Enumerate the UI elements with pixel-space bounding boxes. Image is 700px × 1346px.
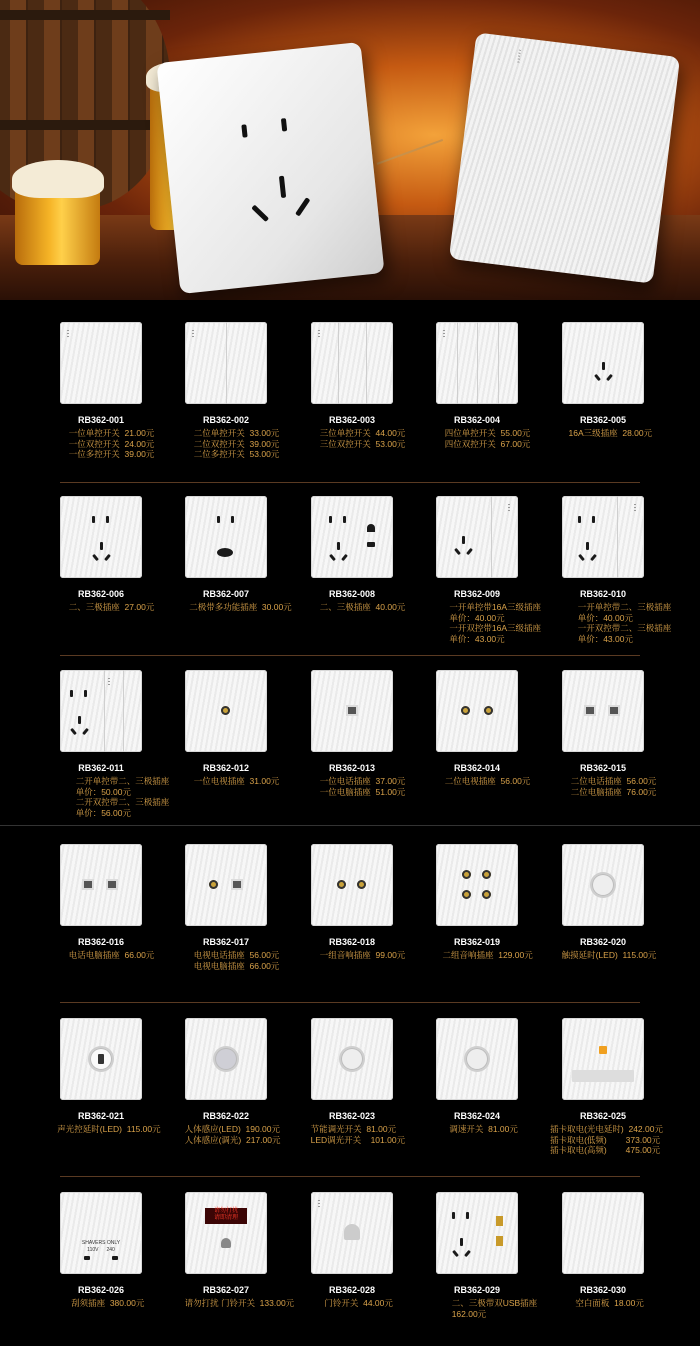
socket-hole (367, 542, 375, 547)
price-line: 二组音响插座 129.00元 (442, 950, 533, 960)
product-panel (185, 496, 267, 578)
product-code: RB362-011 (78, 763, 124, 773)
socket-hole (592, 516, 595, 523)
socket-hole (217, 548, 233, 557)
speaker-terminal (482, 870, 491, 879)
switch-divider (457, 322, 458, 404)
product-panel (60, 844, 142, 926)
socket-hole (70, 690, 73, 697)
product-code: RB362-023 (328, 1111, 376, 1121)
socket-hole (466, 548, 473, 555)
product-code: RB362-027 (202, 1285, 250, 1295)
price-line: 电话电脑插座 66.00元 (68, 950, 155, 960)
computer-port (608, 705, 620, 716)
socket-hole (217, 516, 220, 523)
sensor-bars (98, 1054, 104, 1064)
price-line: 二位电视插座 56.00元 (444, 776, 531, 786)
price-line: 一开单控带16A三级插座 (449, 602, 542, 612)
product-panel (436, 1018, 518, 1100)
product-panel (311, 1018, 393, 1100)
price-line: 一位电话插座 37.00元 (319, 776, 406, 786)
socket-hole (106, 516, 109, 523)
product-code: RB362-018 (328, 937, 376, 947)
wheat-decoration (377, 139, 454, 193)
product-panel (562, 670, 644, 752)
price-line: 人体感应(调光) 217.00元 (184, 1134, 281, 1145)
bell-icon (344, 1224, 360, 1240)
product-panel (311, 322, 393, 404)
product-code: RB362-014 (453, 763, 501, 773)
usb-port (496, 1216, 503, 1226)
hero-socket-panel (156, 42, 384, 294)
product-code: RB362-030 (579, 1285, 627, 1295)
socket-hole (594, 374, 601, 381)
product-code: RB362-025 (579, 1111, 627, 1121)
product-panel (562, 1192, 644, 1274)
indicator-dots (443, 330, 445, 338)
product-code: RB362-029 (453, 1285, 501, 1295)
price-line: 插卡取电(高频) 475.00元 (550, 1145, 661, 1155)
product-code: RB362-015 (579, 763, 627, 773)
product-code: RB362-016 (77, 937, 125, 947)
product-panel (60, 670, 142, 752)
price-line: 二、三极插座 27.00元 (68, 602, 155, 612)
product-code: RB362-001 (77, 415, 125, 425)
price-line: 二开双控带二、三极插座 (75, 797, 170, 807)
product-code: RB362-019 (453, 937, 501, 947)
speaker-terminal (462, 870, 471, 879)
price-line: 调速开关 81.00元 (449, 1124, 518, 1134)
product-price-lines (571, 776, 700, 797)
dnd-indicator (205, 1208, 247, 1224)
product-code: RB362-013 (328, 763, 376, 773)
price-line: 二、三极带双USB插座 (451, 1298, 538, 1308)
price-line: 刮须插座 380.00元 (71, 1298, 145, 1308)
price-line: 插卡取电(低频) 373.00元 (550, 1134, 661, 1145)
product-panel (60, 496, 142, 578)
product-price-lines (550, 1124, 700, 1156)
product-panel (562, 844, 644, 926)
product-panel (185, 844, 267, 926)
product-price-lines (311, 1124, 461, 1145)
price-line: 电视电话插座 56.00元 (193, 950, 280, 960)
volts-110: 110V (87, 1247, 99, 1253)
computer-port (106, 879, 118, 890)
row-divider (60, 482, 640, 483)
product-code: RB362-021 (77, 1111, 125, 1121)
speaker-terminal (357, 880, 366, 889)
dnd-line2: 请即清理 (213, 1215, 238, 1221)
product-code: RB362-012 (202, 763, 250, 773)
product-panel (60, 322, 142, 404)
product-panel (562, 322, 644, 404)
socket-hole (602, 362, 605, 370)
tv-port (484, 706, 493, 715)
indicator-dots (67, 330, 69, 338)
switch-divider (477, 322, 478, 404)
product-panel (311, 844, 393, 926)
speaker-terminal (337, 880, 346, 889)
row-divider (60, 1002, 640, 1003)
indicator-dots (634, 504, 636, 512)
socket-hole (104, 554, 111, 561)
product-panel (311, 496, 393, 578)
row-divider (60, 655, 640, 656)
product-panel (562, 1018, 644, 1100)
price-line: 单价：56.00元 (75, 807, 131, 818)
product-panel (436, 670, 518, 752)
card-slot (572, 1070, 634, 1082)
price-line: 人体感应(LED) 190.00元 (184, 1124, 281, 1134)
price-line: 一位电视插座 31.00元 (193, 776, 280, 786)
phone-port (231, 879, 243, 890)
socket-hole (84, 690, 87, 697)
switch-divider (338, 322, 339, 404)
indicator-dots (318, 330, 320, 338)
product-price-lines (575, 1298, 700, 1309)
product-price-lines (569, 428, 700, 439)
touch-button (592, 874, 614, 896)
dimmer-knob (341, 1048, 363, 1070)
socket-hole (578, 554, 585, 561)
product-price-lines (185, 1298, 335, 1309)
socket-hole (462, 536, 465, 544)
price-line: 请勿打扰 门铃开关 133.00元 (184, 1298, 295, 1308)
product-code: RB362-026 (77, 1285, 125, 1295)
row-divider (60, 1176, 640, 1177)
price-line: 二位双控开关 39.00元 (193, 438, 280, 449)
price-line: 空白面板 18.00元 (575, 1298, 644, 1308)
product-code: RB362-020 (579, 937, 627, 947)
speaker-terminal (462, 890, 471, 899)
price-line: 162.00元 (451, 1308, 487, 1319)
shaver-hole (112, 1256, 118, 1260)
product-code: RB362-004 (453, 415, 501, 425)
price-line: 触摸延时(LED) 115.00元 (561, 950, 657, 960)
product-price-lines (578, 602, 700, 644)
switch-divider (498, 322, 499, 404)
product-panel (436, 1192, 518, 1274)
socket-hole (78, 716, 81, 724)
tv-port (221, 706, 230, 715)
price-line: 一开单控带二、三极插座 (577, 602, 672, 612)
socket-hole (100, 542, 103, 550)
product-code: RB362-002 (202, 415, 250, 425)
shaver-label: SHAVERS ONLY (81, 1240, 121, 1246)
socket-hole (337, 542, 340, 550)
indicator-dots (108, 678, 110, 686)
indicator-dots (192, 330, 194, 338)
socket-hole (590, 554, 597, 561)
product-panel (436, 322, 518, 404)
sound-light-sensor (90, 1048, 112, 1070)
product-price-lines (562, 950, 700, 961)
indicator-dots (318, 1200, 320, 1208)
product-code: RB362-010 (579, 589, 627, 599)
product-panel (60, 1192, 142, 1274)
socket-hole (231, 516, 234, 523)
switch-divider (617, 496, 618, 578)
socket-hole (452, 1212, 455, 1219)
socket-hole (70, 728, 77, 735)
price-line: 二极带多功能插座 30.00元 (189, 602, 292, 612)
socket-hole (92, 554, 99, 561)
product-code: RB362-008 (328, 589, 376, 599)
bell-icon (221, 1238, 231, 1248)
price-line: 一组音响插座 99.00元 (319, 950, 406, 960)
price-line: 一开双控带二、三极插座 (577, 623, 672, 633)
product-code: RB362-007 (202, 589, 250, 599)
product-code: RB362-017 (202, 937, 250, 947)
price-line: 16A三级插座 28.00元 (568, 428, 653, 438)
socket-hole (82, 728, 89, 735)
product-panel (311, 670, 393, 752)
socket-hole (586, 542, 589, 550)
switch-divider (491, 496, 492, 578)
price-line: 二位单控开关 33.00元 (193, 428, 280, 438)
arrow-icon (599, 1046, 607, 1054)
product-panel (185, 670, 267, 752)
socket-hole (454, 548, 461, 555)
tv-port (461, 706, 470, 715)
dnd-line1: 请勿打扰 (213, 1208, 238, 1214)
price-line: 电视电脑插座 66.00元 (193, 960, 280, 971)
product-panel (311, 1192, 393, 1274)
shaver-hole (84, 1256, 90, 1260)
price-line: 二位电话插座 56.00元 (570, 776, 657, 786)
socket-hole (464, 1250, 471, 1257)
price-line: 一位双控开关 24.00元 (68, 438, 155, 449)
fan-speed-knob (466, 1048, 488, 1070)
price-line: 二开单控带二、三极插座 (75, 776, 170, 786)
product-code: RB362-009 (453, 589, 501, 599)
switch-divider (104, 670, 105, 752)
socket-hole (341, 554, 348, 561)
tv-port (209, 880, 218, 889)
product-code: RB362-022 (202, 1111, 250, 1121)
price-line: 三位双控开关 53.00元 (319, 438, 406, 449)
product-code: RB362-028 (328, 1285, 376, 1295)
hero-switch-panel (449, 32, 680, 283)
product-code: RB362-003 (328, 415, 376, 425)
phone-port (584, 705, 596, 716)
price-line: LED调光开关 101.00元 (310, 1134, 406, 1145)
product-panel (436, 496, 518, 578)
socket-hole (460, 1238, 463, 1246)
switch-divider (226, 322, 227, 404)
row-divider (0, 825, 700, 826)
product-price-lines (320, 602, 470, 613)
socket-hole (367, 524, 375, 532)
price-line: 单价：43.00元 (577, 633, 633, 644)
indicator-dots (508, 504, 510, 512)
socket-hole (92, 516, 95, 523)
product-code: RB362-024 (453, 1111, 501, 1121)
product-panel (185, 1192, 267, 1274)
price-line: 一位多控开关 39.00元 (68, 449, 155, 459)
socket-hole (466, 1212, 469, 1219)
price-line: 单价：40.00元 (577, 612, 633, 623)
price-line: 二位多控开关 53.00元 (193, 449, 280, 459)
socket-hole (329, 516, 332, 523)
switch-divider (123, 670, 124, 752)
price-line: 二、三极插座 40.00元 (319, 602, 406, 612)
product-price-lines (189, 602, 339, 613)
product-panel (185, 322, 267, 404)
product-panel (436, 844, 518, 926)
phone-port (346, 705, 358, 716)
motion-sensor (215, 1048, 237, 1070)
speaker-terminal (482, 890, 491, 899)
price-line: 节能调光开关 81.00元 (310, 1124, 397, 1134)
socket-hole (343, 516, 346, 523)
price-line: 一位电脑插座 51.00元 (319, 786, 406, 797)
price-line: 一位单控开关 21.00元 (68, 428, 155, 438)
price-line: 单价：50.00元 (75, 786, 131, 797)
product-panel (562, 496, 644, 578)
product-code: RB362-005 (579, 415, 627, 425)
price-line: 声光控延时(LED) 115.00元 (57, 1124, 161, 1134)
product-panel (60, 1018, 142, 1100)
hero-banner (0, 0, 700, 300)
price-line: 四位单控开关 55.00元 (444, 428, 531, 438)
phone-port (82, 879, 94, 890)
price-line: 二位电脑插座 76.00元 (570, 786, 657, 797)
socket-hole (606, 374, 613, 381)
volts-240: 240 (106, 1247, 115, 1253)
shaver-volts (66, 1247, 136, 1253)
usb-port (496, 1236, 503, 1246)
price-line: 单价：40.00元 (449, 612, 505, 623)
price-line: 插卡取电(光电延时) 242.00元 (550, 1124, 663, 1134)
socket-hole (329, 554, 336, 561)
price-line: 一开双控带16A三级插座 (449, 623, 542, 633)
price-line: 三位单控开关 44.00元 (319, 428, 406, 438)
price-line: 门铃开关 44.00元 (324, 1298, 393, 1308)
socket-hole (452, 1250, 459, 1257)
price-line: 单价：43.00元 (449, 633, 505, 644)
product-panel (185, 1018, 267, 1100)
socket-hole (578, 516, 581, 523)
price-line: 四位双控开关 67.00元 (444, 438, 531, 449)
product-code: RB362-006 (77, 589, 125, 599)
switch-divider (366, 322, 367, 404)
